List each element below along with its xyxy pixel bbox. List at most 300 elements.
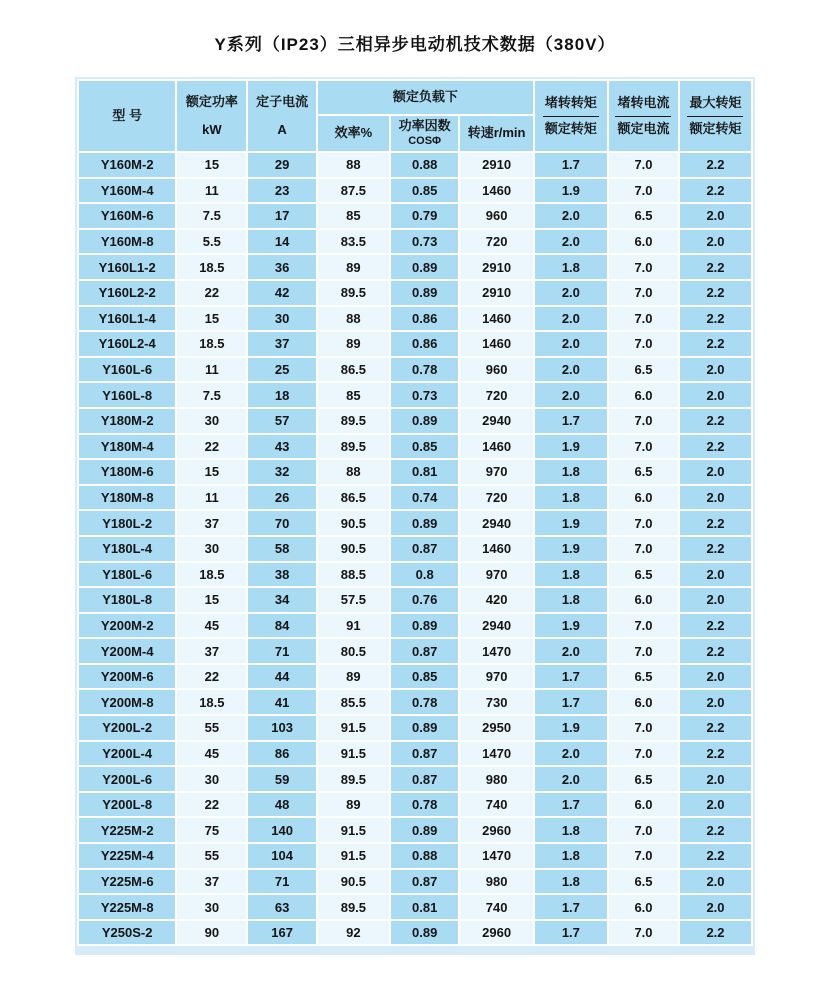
value-cell: 48	[248, 793, 316, 817]
value-cell: 26	[248, 486, 316, 510]
value-cell: 83.5	[318, 230, 389, 254]
value-cell: 2.2	[680, 179, 751, 203]
value-cell: 1.7	[535, 690, 607, 714]
value-cell: 0.87	[391, 870, 459, 894]
value-cell: 2.0	[680, 358, 751, 382]
value-cell: 6.5	[609, 767, 678, 791]
value-cell: 0.89	[391, 511, 459, 535]
col-header-rated-load-group: 额定负载下	[318, 81, 533, 114]
value-cell: 17	[248, 204, 316, 228]
value-cell: 720	[460, 230, 532, 254]
value-cell: 980	[460, 870, 532, 894]
value-cell: 6.0	[609, 895, 678, 919]
col-header-locked-torque-ratio	[535, 81, 607, 151]
stator-current-label: 定子电流	[256, 94, 309, 110]
value-cell: 2.0	[680, 383, 751, 407]
value-cell: 1.8	[535, 563, 607, 587]
value-cell: 167	[248, 921, 316, 945]
value-cell: 18.5	[177, 563, 246, 587]
value-cell: 45	[177, 614, 246, 638]
fraction-divider	[615, 116, 671, 117]
value-cell: 960	[460, 358, 532, 382]
value-cell: 1.8	[535, 486, 607, 510]
value-cell: 103	[248, 716, 316, 740]
value-cell: 6.5	[609, 870, 678, 894]
value-cell: 0.74	[391, 486, 459, 510]
value-cell: 7.0	[609, 255, 678, 279]
value-cell: 43	[248, 435, 316, 459]
rated-power-label: 额定功率	[185, 94, 238, 110]
value-cell: 37	[248, 332, 316, 356]
value-cell: 37	[177, 511, 246, 535]
value-cell: 57.5	[318, 588, 389, 612]
value-cell: 2.2	[680, 716, 751, 740]
table-row	[79, 383, 751, 407]
value-cell: 0.76	[391, 588, 459, 612]
value-cell: 1470	[460, 844, 532, 868]
value-cell: 85	[318, 383, 389, 407]
max-torque-denominator: 额定转矩	[689, 120, 742, 136]
value-cell: 7.0	[609, 435, 678, 459]
value-cell: 6.0	[609, 588, 678, 612]
locked-current-denominator: 额定电流	[617, 120, 670, 136]
value-cell: 34	[248, 588, 316, 612]
value-cell: 0.87	[391, 767, 459, 791]
rated-power-unit: kW	[202, 121, 222, 137]
value-cell: 720	[460, 486, 532, 510]
value-cell: 960	[460, 204, 532, 228]
value-cell: 2.0	[535, 639, 607, 663]
value-cell: 2.2	[680, 639, 751, 663]
value-cell: 0.89	[391, 614, 459, 638]
value-cell: 1.8	[535, 588, 607, 612]
model-cell: Y225M-8	[79, 895, 175, 919]
table-row	[79, 204, 751, 228]
locked-torque-denominator: 额定转矩	[544, 120, 597, 136]
table-row	[79, 895, 751, 919]
value-cell: 1460	[460, 179, 532, 203]
table-row	[79, 307, 751, 331]
value-cell: 30	[248, 307, 316, 331]
model-cell: Y160M-2	[79, 153, 175, 177]
value-cell: 63	[248, 895, 316, 919]
value-cell: 7.5	[177, 204, 246, 228]
value-cell: 15	[177, 588, 246, 612]
value-cell: 22	[177, 665, 246, 689]
model-cell: Y225M-6	[79, 870, 175, 894]
col-header-rated-power	[177, 81, 246, 151]
value-cell: 2.0	[680, 767, 751, 791]
value-cell: 2.0	[535, 281, 607, 305]
value-cell: 88	[318, 307, 389, 331]
model-cell: Y180L-2	[79, 511, 175, 535]
value-cell: 90.5	[318, 870, 389, 894]
value-cell: 2.2	[680, 281, 751, 305]
value-cell: 91.5	[318, 818, 389, 842]
value-cell: 89	[318, 255, 389, 279]
max-torque-numerator: 最大转矩	[689, 95, 742, 111]
model-cell: Y180L-4	[79, 537, 175, 561]
value-cell: 1.9	[535, 435, 607, 459]
value-cell: 0.78	[391, 793, 459, 817]
value-cell: 2.2	[680, 844, 751, 868]
value-cell: 55	[177, 716, 246, 740]
value-cell: 2.0	[535, 742, 607, 766]
value-cell: 2.2	[680, 409, 751, 433]
table-row	[79, 281, 751, 305]
value-cell: 1.8	[535, 460, 607, 484]
value-cell: 86	[248, 742, 316, 766]
value-cell: 1.9	[535, 716, 607, 740]
value-cell: 2.2	[680, 537, 751, 561]
value-cell: 0.81	[391, 460, 459, 484]
value-cell: 1.7	[535, 921, 607, 945]
value-cell: 0.88	[391, 153, 459, 177]
table-row	[79, 332, 751, 356]
value-cell: 0.87	[391, 537, 459, 561]
table-row	[79, 486, 751, 510]
value-cell: 32	[248, 460, 316, 484]
value-cell: 2.2	[680, 153, 751, 177]
value-cell: 1470	[460, 742, 532, 766]
value-cell: 0.73	[391, 383, 459, 407]
power-factor-symbol: COSΦ	[408, 135, 442, 148]
value-cell: 0.89	[391, 281, 459, 305]
value-cell: 90.5	[318, 537, 389, 561]
table-row	[79, 435, 751, 459]
value-cell: 84	[248, 614, 316, 638]
table-row	[79, 409, 751, 433]
model-cell: Y160M-6	[79, 204, 175, 228]
value-cell: 0.86	[391, 332, 459, 356]
table-row	[79, 230, 751, 254]
data-table-container	[75, 77, 755, 955]
value-cell: 0.89	[391, 716, 459, 740]
power-factor-label: 功率因数	[398, 118, 451, 133]
value-cell: 2.0	[535, 230, 607, 254]
value-cell: 92	[318, 921, 389, 945]
value-cell: 71	[248, 870, 316, 894]
value-cell: 88	[318, 460, 389, 484]
value-cell: 1460	[460, 307, 532, 331]
value-cell: 7.0	[609, 716, 678, 740]
value-cell: 1.9	[535, 179, 607, 203]
value-cell: 89	[318, 332, 389, 356]
col-header-speed: 转速r/min	[460, 116, 532, 151]
value-cell: 6.0	[609, 690, 678, 714]
value-cell: 1.7	[535, 153, 607, 177]
model-cell: Y200M-6	[79, 665, 175, 689]
model-cell: Y160L2-2	[79, 281, 175, 305]
value-cell: 14	[248, 230, 316, 254]
table-row	[79, 921, 751, 945]
value-cell: 22	[177, 281, 246, 305]
value-cell: 2.0	[535, 204, 607, 228]
table-row	[79, 460, 751, 484]
value-cell: 2.2	[680, 818, 751, 842]
value-cell: 2.2	[680, 511, 751, 535]
value-cell: 7.0	[609, 281, 678, 305]
value-cell: 1.8	[535, 870, 607, 894]
motor-data-table	[77, 79, 753, 946]
value-cell: 7.0	[609, 639, 678, 663]
value-cell: 1.9	[535, 537, 607, 561]
col-header-efficiency: 效率%	[318, 116, 389, 151]
value-cell: 1.8	[535, 255, 607, 279]
value-cell: 2950	[460, 716, 532, 740]
value-cell: 18.5	[177, 332, 246, 356]
value-cell: 7.0	[609, 742, 678, 766]
value-cell: 22	[177, 793, 246, 817]
table-row	[79, 563, 751, 587]
value-cell: 2.2	[680, 435, 751, 459]
value-cell: 2.0	[680, 460, 751, 484]
value-cell: 2.0	[680, 793, 751, 817]
table-row	[79, 153, 751, 177]
value-cell: 91.5	[318, 742, 389, 766]
value-cell: 38	[248, 563, 316, 587]
value-cell: 7.0	[609, 332, 678, 356]
value-cell: 740	[460, 793, 532, 817]
model-cell: Y160L2-4	[79, 332, 175, 356]
value-cell: 0.86	[391, 307, 459, 331]
table-row	[79, 255, 751, 279]
value-cell: 1.7	[535, 409, 607, 433]
value-cell: 58	[248, 537, 316, 561]
value-cell: 0.85	[391, 179, 459, 203]
table-row	[79, 870, 751, 894]
model-cell: Y250S-2	[79, 921, 175, 945]
value-cell: 37	[177, 639, 246, 663]
value-cell: 18	[248, 383, 316, 407]
col-header-model-label: 型 号	[112, 107, 142, 123]
value-cell: 2910	[460, 281, 532, 305]
col-header-locked-current-ratio	[609, 81, 678, 151]
value-cell: 7.0	[609, 921, 678, 945]
value-cell: 2940	[460, 409, 532, 433]
value-cell: 5.5	[177, 230, 246, 254]
value-cell: 7.0	[609, 614, 678, 638]
value-cell: 2.2	[680, 742, 751, 766]
value-cell: 87.5	[318, 179, 389, 203]
value-cell: 7.0	[609, 179, 678, 203]
value-cell: 80.5	[318, 639, 389, 663]
value-cell: 89.5	[318, 281, 389, 305]
value-cell: 89.5	[318, 435, 389, 459]
value-cell: 36	[248, 255, 316, 279]
value-cell: 140	[248, 818, 316, 842]
model-cell: Y200L-2	[79, 716, 175, 740]
table-row	[79, 179, 751, 203]
value-cell: 2.2	[680, 255, 751, 279]
value-cell: 86.5	[318, 486, 389, 510]
value-cell: 0.78	[391, 358, 459, 382]
model-cell: Y160M-4	[79, 179, 175, 203]
value-cell: 7.0	[609, 409, 678, 433]
value-cell: 7.5	[177, 383, 246, 407]
value-cell: 2.0	[680, 486, 751, 510]
value-cell: 2.0	[680, 588, 751, 612]
value-cell: 6.5	[609, 665, 678, 689]
value-cell: 89.5	[318, 767, 389, 791]
value-cell: 2960	[460, 818, 532, 842]
model-cell: Y180M-8	[79, 486, 175, 510]
value-cell: 1.7	[535, 665, 607, 689]
value-cell: 11	[177, 358, 246, 382]
value-cell: 41	[248, 690, 316, 714]
value-cell: 0.89	[391, 255, 459, 279]
model-cell: Y160L1-4	[79, 307, 175, 331]
value-cell: 730	[460, 690, 532, 714]
value-cell: 2.0	[680, 690, 751, 714]
value-cell: 980	[460, 767, 532, 791]
value-cell: 2.0	[680, 563, 751, 587]
value-cell: 2.0	[535, 307, 607, 331]
fraction-divider	[687, 116, 743, 117]
value-cell: 0.73	[391, 230, 459, 254]
value-cell: 7.0	[609, 307, 678, 331]
value-cell: 37	[177, 870, 246, 894]
value-cell: 0.85	[391, 435, 459, 459]
value-cell: 6.0	[609, 486, 678, 510]
table-row	[79, 614, 751, 638]
model-cell: Y160M-8	[79, 230, 175, 254]
value-cell: 1.7	[535, 895, 607, 919]
table-row	[79, 511, 751, 535]
value-cell: 89.5	[318, 409, 389, 433]
value-cell: 57	[248, 409, 316, 433]
model-cell: Y225M-4	[79, 844, 175, 868]
value-cell: 2910	[460, 153, 532, 177]
value-cell: 2.0	[680, 665, 751, 689]
value-cell: 0.87	[391, 742, 459, 766]
table-row	[79, 767, 751, 791]
value-cell: 11	[177, 486, 246, 510]
model-cell: Y180L-6	[79, 563, 175, 587]
value-cell: 30	[177, 537, 246, 561]
locked-torque-numerator: 堵转转矩	[544, 95, 597, 111]
model-cell: Y180M-4	[79, 435, 175, 459]
value-cell: 720	[460, 383, 532, 407]
value-cell: 740	[460, 895, 532, 919]
value-cell: 85.5	[318, 690, 389, 714]
table-row	[79, 588, 751, 612]
value-cell: 15	[177, 153, 246, 177]
value-cell: 7.0	[609, 511, 678, 535]
model-cell: Y200L-6	[79, 767, 175, 791]
table-row	[79, 742, 751, 766]
value-cell: 1.8	[535, 844, 607, 868]
value-cell: 70	[248, 511, 316, 535]
value-cell: 30	[177, 767, 246, 791]
value-cell: 2.0	[535, 332, 607, 356]
col-header-power-factor	[391, 116, 459, 151]
value-cell: 2.0	[535, 383, 607, 407]
table-row	[79, 690, 751, 714]
locked-current-numerator: 堵转电流	[617, 95, 670, 111]
value-cell: 2.0	[680, 895, 751, 919]
model-cell: Y160L-6	[79, 358, 175, 382]
value-cell: 0.89	[391, 921, 459, 945]
model-cell: Y160L-8	[79, 383, 175, 407]
value-cell: 0.8	[391, 563, 459, 587]
value-cell: 71	[248, 639, 316, 663]
value-cell: 2.0	[680, 870, 751, 894]
value-cell: 2.0	[680, 230, 751, 254]
value-cell: 88.5	[318, 563, 389, 587]
value-cell: 970	[460, 665, 532, 689]
model-cell: Y200M-2	[79, 614, 175, 638]
page-title: Y系列（IP23）三相异步电动机技术数据（380V）	[214, 35, 616, 54]
value-cell: 88	[318, 153, 389, 177]
value-cell: 2.2	[680, 332, 751, 356]
value-cell: 1470	[460, 639, 532, 663]
table-row	[79, 844, 751, 868]
value-cell: 1.9	[535, 614, 607, 638]
value-cell: 2.0	[680, 204, 751, 228]
model-cell: Y200M-4	[79, 639, 175, 663]
value-cell: 0.79	[391, 204, 459, 228]
value-cell: 1460	[460, 435, 532, 459]
value-cell: 1460	[460, 332, 532, 356]
value-cell: 75	[177, 818, 246, 842]
value-cell: 6.0	[609, 793, 678, 817]
value-cell: 18.5	[177, 255, 246, 279]
value-cell: 18.5	[177, 690, 246, 714]
fraction-divider	[543, 116, 599, 117]
value-cell: 970	[460, 563, 532, 587]
value-cell: 0.78	[391, 690, 459, 714]
value-cell: 22	[177, 435, 246, 459]
model-cell: Y200L-8	[79, 793, 175, 817]
value-cell: 86.5	[318, 358, 389, 382]
value-cell: 6.5	[609, 358, 678, 382]
model-cell: Y180L-8	[79, 588, 175, 612]
table-row	[79, 358, 751, 382]
value-cell: 90	[177, 921, 246, 945]
value-cell: 0.85	[391, 665, 459, 689]
value-cell: 6.5	[609, 563, 678, 587]
table-row	[79, 716, 751, 740]
value-cell: 6.0	[609, 230, 678, 254]
value-cell: 30	[177, 895, 246, 919]
value-cell: 89	[318, 793, 389, 817]
value-cell: 23	[248, 179, 316, 203]
value-cell: 45	[177, 742, 246, 766]
value-cell: 7.0	[609, 153, 678, 177]
value-cell: 2.2	[680, 307, 751, 331]
value-cell: 1.9	[535, 511, 607, 535]
value-cell: 59	[248, 767, 316, 791]
value-cell: 44	[248, 665, 316, 689]
value-cell: 2940	[460, 614, 532, 638]
value-cell: 15	[177, 460, 246, 484]
value-cell: 7.0	[609, 818, 678, 842]
value-cell: 2.0	[535, 358, 607, 382]
value-cell: 2910	[460, 255, 532, 279]
value-cell: 420	[460, 588, 532, 612]
col-header-model	[79, 81, 175, 151]
value-cell: 89	[318, 665, 389, 689]
model-cell: Y200M-8	[79, 690, 175, 714]
value-cell: 6.5	[609, 204, 678, 228]
value-cell: 89.5	[318, 895, 389, 919]
value-cell: 0.81	[391, 895, 459, 919]
value-cell: 30	[177, 409, 246, 433]
value-cell: 7.0	[609, 537, 678, 561]
value-cell: 1.8	[535, 818, 607, 842]
value-cell: 2.2	[680, 614, 751, 638]
